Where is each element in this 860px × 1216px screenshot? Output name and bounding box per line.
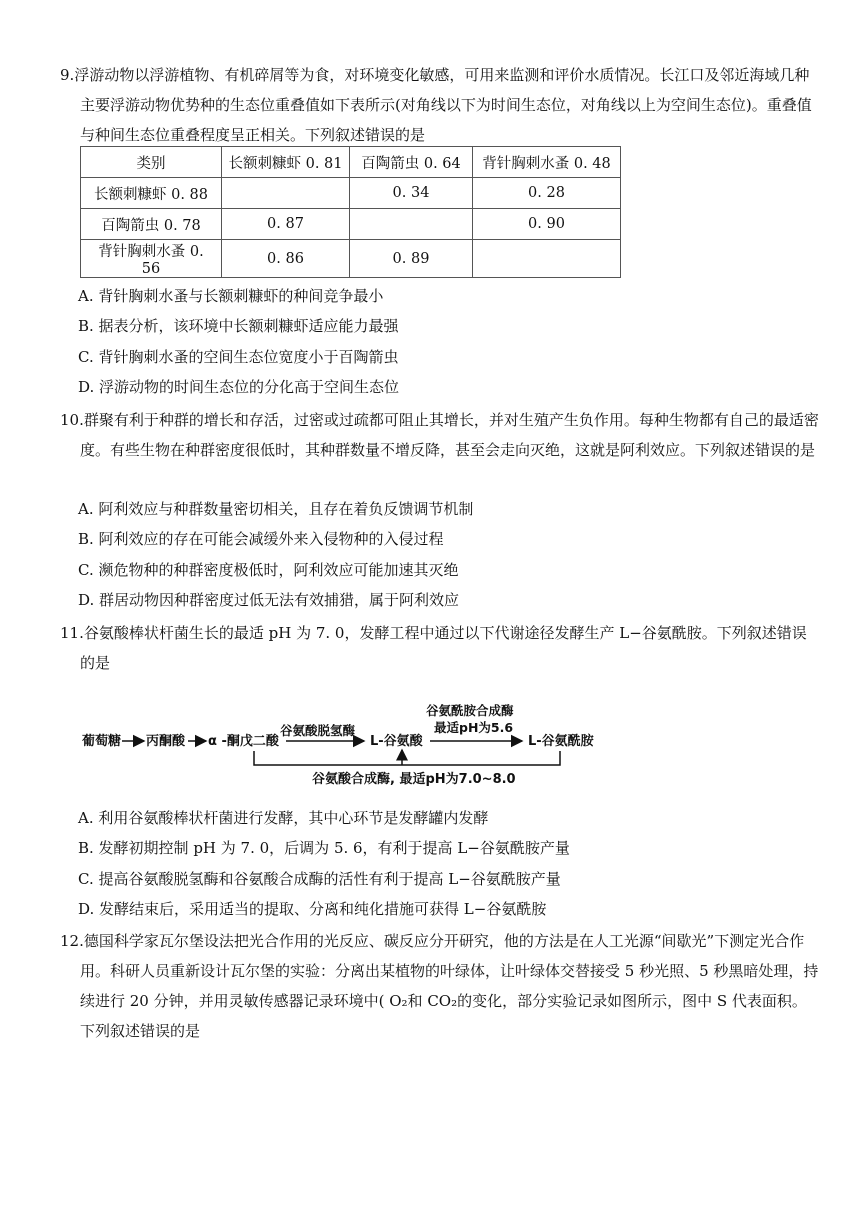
table-header-cell: 类别: [81, 147, 222, 178]
table-cell: [473, 240, 621, 278]
feedback-bracket: [254, 751, 560, 765]
table-cell: 0. 90: [473, 209, 621, 240]
question-text: 群聚有利于种群的增长和存活，过密或过疏都可阻止其增长，并对生殖产生负作用。每种生物都有自己的最适密度。有些生物在种群密度很低时，其种群数量不增反降，甚至会走向灭绝，这就是阿利效应。下列叙述错误的是: [80, 411, 819, 459]
feedback-label: 谷氨酸合成酶, 最适pH为7.0~8.0: [312, 772, 516, 787]
table-cell: 0. 89: [350, 240, 473, 278]
table-header-cell: 百陶箭虫 0. 64: [350, 147, 473, 178]
question-10-stem: [60, 405, 820, 465]
option-d: D. 群居动物因种群密度过低无法有效捕猎，属于阿利效应: [78, 591, 460, 609]
table-cell: 0. 28: [473, 178, 621, 209]
option-a: A. 背针胸刺水蚤与长额刺糠虾的种间竞争最小: [78, 287, 384, 305]
question-9-stem: [60, 60, 820, 150]
enzyme2-label: 谷氨酰胺合成酶: [426, 703, 514, 718]
metabolic-pathway-diagram: [82, 695, 622, 787]
pyruvate-label: 丙酮酸: [146, 734, 186, 749]
question-text: 德国科学家瓦尔堡设法把光合作用的光反应、碳反应分开研究，他的方法是在人工光源“间歇光”下测定光合作用。科研人员重新设计瓦尔堡的实验：分离出某植物的叶绿体，让叶绿体交替接受 5 秒光照、5 秒黑暗处理，持续进行 20 分钟，并用灵敏传感器记录环境中( O₂和 CO₂的变化，部分实验记录如图所示，图中 S 代表面积。下列叙述错误的是: [80, 932, 819, 1040]
question-text: 浮游动物以浮游植物、有机碎屑等为食，对环境变化敏感，可用来监测和评价水质情况。长江口及邻近海域几种主要浮游动物优势种的生态位重叠值如下表所示(对角线以下为时间生态位，对角线以上为空间生态位)。重叠值与种间生态位重叠程度呈正相关。下列叙述错误的是: [74, 66, 812, 144]
option-d: D. 发酵结束后，采用适当的提取、分离和纯化措施可获得 L−谷氨酰胺: [78, 900, 547, 918]
question-11-stem: [60, 618, 820, 678]
table-header-cell: 长额刺糠虾 0. 81: [222, 147, 350, 178]
question-text: 谷氨酸棒状杆菌生长的最适 pH 为 7. 0，发酵工程中通过以下代谢途径发酵生产 L−谷氨酰胺。下列叙述错误的是: [80, 624, 807, 672]
option-d: D. 浮游动物的时间生态位的分化高于空间生态位: [78, 378, 400, 396]
option-b: B. 发酵初期控制 pH 为 7. 0，后调为 5. 6，有利于提高 L−谷氨酰胺产量: [78, 839, 570, 857]
table-row: [81, 209, 621, 240]
question-number: 9.: [60, 66, 75, 84]
table-cell: 0. 87: [222, 209, 350, 240]
table-header-cell: 背针胸刺水蚤 0. 48: [473, 147, 621, 178]
option-c: C. 背针胸刺水蚤的空间生态位宽度小于百陶箭虫: [78, 348, 399, 366]
option-b: B. 据表分析，该环境中长额刺糠虾适应能力最强: [78, 317, 399, 335]
enzyme2-ph-label: 最适pH为5.6: [434, 720, 514, 735]
table-row: [81, 178, 621, 209]
question-12-stem: [60, 926, 820, 1046]
table-cell: [222, 178, 350, 209]
table-cell: 背针胸刺水蚤 0. 56: [81, 240, 222, 278]
table-cell: 0. 34: [350, 178, 473, 209]
option-a: A. 阿利效应与种群数量密切相关，且存在着负反馈调节机制: [78, 500, 474, 518]
glucose-label: 葡萄糖: [82, 734, 122, 749]
question-number: 12.: [60, 932, 84, 950]
table-cell: [350, 209, 473, 240]
table-cell: 长额刺糠虾 0. 88: [81, 178, 222, 209]
table-cell: 0. 86: [222, 240, 350, 278]
question-number: 10.: [60, 411, 84, 429]
option-b: B. 阿利效应的存在可能会减缓外来入侵物种的入侵过程: [78, 530, 444, 548]
niche-overlap-table: [80, 146, 621, 278]
table-row: [81, 240, 621, 278]
glutamine-label: L-谷氨酰胺: [528, 734, 594, 749]
akg-label: α -酮戊二酸: [208, 734, 279, 749]
option-c: C. 提高谷氨酸脱氢酶和谷氨酸合成酶的活性有利于提高 L−谷氨酰胺产量: [78, 870, 561, 888]
glutamate-label: L-谷氨酸: [370, 734, 423, 749]
question-number: 11.: [60, 624, 84, 642]
option-c: C. 濒危物种的种群密度极低时，阿利效应可能加速其灭绝: [78, 561, 459, 579]
option-a: A. 利用谷氨酸棒状杆菌进行发酵，其中心环节是发酵罐内发酵: [78, 809, 489, 827]
table-cell: 百陶箭虫 0. 78: [81, 209, 222, 240]
enzyme1-label: 谷氨酸脱氢酶: [280, 723, 356, 738]
table-header-row: [81, 147, 621, 178]
